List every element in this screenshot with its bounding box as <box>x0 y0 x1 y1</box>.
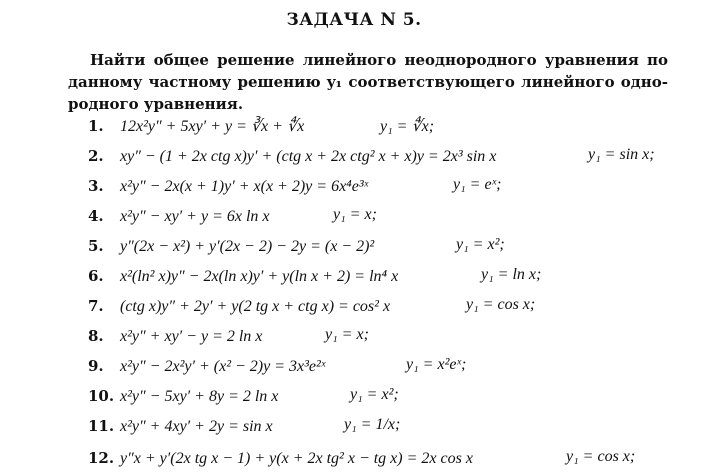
problem-item <box>88 326 369 350</box>
particular-solution: y₁ = cos x; <box>466 296 536 313</box>
problem-equation: x²y″ − 2x²y′ + (x² − 2)y = 3x³e²ˣ <box>120 358 326 375</box>
intro-paragraph <box>68 49 668 115</box>
problem-equation: x²y″ + 4xy′ + 2y = sin x <box>120 418 273 435</box>
page-title: ЗАДАЧА N 5. <box>286 10 422 30</box>
problem-equation: x²y″ − 2x(x + 1)y′ + x(x + 2)y = 6x⁴e³ˣ <box>120 178 369 195</box>
particular-solution: y₁ = x; <box>333 206 377 223</box>
problem-number: 8. <box>88 327 104 345</box>
problem-equation: x²y″ − 5xy′ + 8y = 2 ln x <box>120 388 279 405</box>
problem-item <box>88 356 467 380</box>
particular-solution: y₁ = cos x; <box>566 448 636 465</box>
problem-item <box>88 296 536 320</box>
problem-equation: x²y″ − xy′ + y = 6x ln x <box>120 208 270 225</box>
problem-number: 5. <box>88 237 104 255</box>
problem-equation: (ctg x)y″ + 2y′ + y(2 tg x + ctg x) = cos² x <box>120 298 391 315</box>
problem-number: 1. <box>88 117 104 135</box>
problem-number: 10. <box>88 387 115 405</box>
problem-number: 9. <box>88 357 104 375</box>
problem-item <box>88 236 505 260</box>
particular-solution: y₁ = ∜x; <box>380 118 435 135</box>
problem-equation: x²(ln² x)y″ − 2x(ln x)y′ + y(ln x + 2) = ln⁴ x <box>120 268 399 285</box>
intro-line-2: данному частному решению y₁ соответствующего линейного одно- <box>68 73 668 91</box>
problem-number: 4. <box>88 207 104 225</box>
intro-line-3: родного уравнения. <box>68 95 244 113</box>
problem-number: 3. <box>88 177 104 195</box>
problem-number: 2. <box>88 147 104 165</box>
problem-item <box>88 386 399 410</box>
problem-item <box>88 448 636 472</box>
problem-equation: xy″ − (1 + 2x ctg x)y′ + (ctg x + 2x ctg² x + x)y = 2x³ sin x <box>120 148 497 165</box>
particular-solution: y₁ = x²; <box>350 386 399 403</box>
particular-solution: y₁ = x²eˣ; <box>406 356 467 373</box>
problem-item <box>88 116 435 140</box>
particular-solution: y₁ = ln x; <box>481 266 542 283</box>
particular-solution: y₁ = 1/x; <box>344 416 401 433</box>
problem-number: 7. <box>88 297 104 315</box>
problem-number: 12. <box>88 449 115 467</box>
particular-solution: y₁ = x²; <box>456 236 505 253</box>
particular-solution: y₁ = eˣ; <box>453 176 502 193</box>
problem-item <box>88 176 502 200</box>
problem-item <box>88 146 655 170</box>
problem-item <box>88 416 401 440</box>
problem-item <box>88 206 377 230</box>
problem-number: 6. <box>88 267 104 285</box>
problem-equation: x²y″ + xy′ − y = 2 ln x <box>120 328 263 345</box>
problem-equation: 12x²y″ + 5xy′ + y = ∛x + ∜x <box>120 118 305 135</box>
problem-equation: y″x + y′(2x tg x − 1) + y(x + 2x tg² x − tg x) = 2x cos x <box>120 450 473 467</box>
intro-line-1: Найти общее решение линейного неоднородного уравнения по <box>90 51 668 69</box>
particular-solution: y₁ = x; <box>325 326 369 343</box>
problem-equation: y″(2x − x²) + y′(2x − 2) − 2y = (x − 2)² <box>120 238 375 255</box>
particular-solution: y₁ = sin x; <box>588 146 655 163</box>
problem-item <box>88 266 542 290</box>
problem-number: 11. <box>88 417 115 435</box>
